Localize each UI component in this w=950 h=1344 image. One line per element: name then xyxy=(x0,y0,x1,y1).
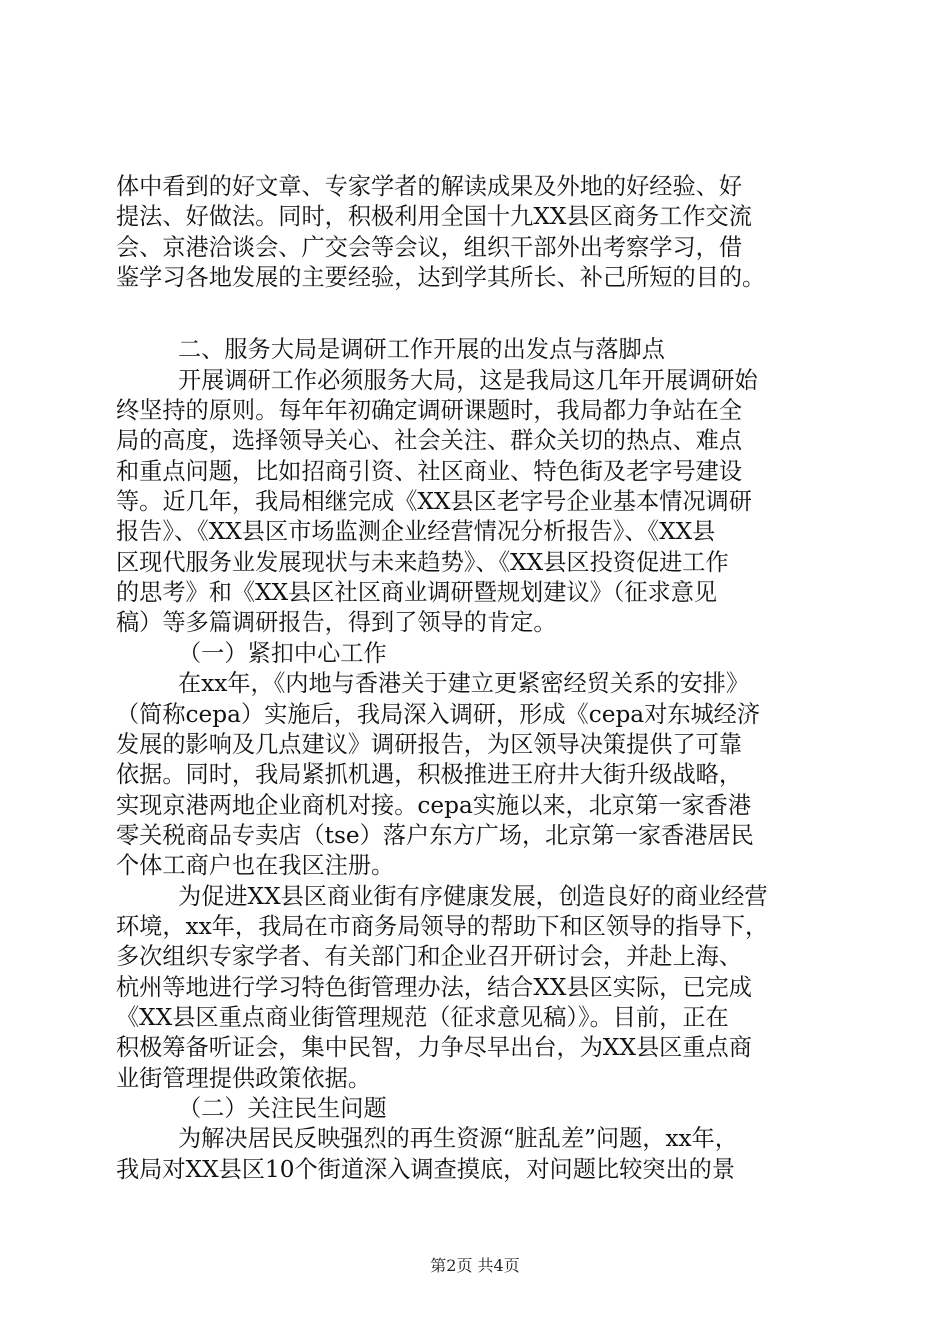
text-line: 稿）等多篇调研报告，得到了领导的肯定。 xyxy=(116,609,557,637)
document-body xyxy=(116,172,836,1185)
text-line: 环境，xx年，我局在市商务局领导的帮助下和区领导的指导下， xyxy=(116,912,769,940)
text-line: 依据。同时，我局紧抓机遇，积极推进王府井大街升级战略， xyxy=(116,761,743,789)
text-line: 鉴学习各地发展的主要经验，达到学其所长、补己所短的目的。 xyxy=(116,264,766,292)
text-line: 多次组织专家学者、有关部门和企业召开研讨会，并赴上海、 xyxy=(116,943,743,971)
text-line: 杭州等地进行学习特色街管理办法，结合XX县区实际，已完成 xyxy=(116,973,752,1001)
text-line: 我局对XX县区10个街道深入调查摸底，对问题比较突出的景 xyxy=(116,1155,736,1183)
page-footer: 第2页 共4页 xyxy=(430,1256,520,1275)
text-line: 终坚持的原则。每年年初确定调研课题时，我局都力争站在全 xyxy=(116,397,743,425)
text-line: 会、京港洽谈会、广交会等会议，组织干部外出考察学习，借 xyxy=(116,233,743,261)
text-line: 报告》、《XX县区市场监测企业经营情况分析报告》、《XX县 xyxy=(116,518,716,546)
text-line: 为促进XX县区商业街有序健康发展，创造良好的商业经营 xyxy=(178,882,768,910)
text-line: （简称cepa）实施后，我局深入调研，形成《cepa对东城经济 xyxy=(116,700,761,728)
text-line: 实现京港两地企业商机对接。cepa实施以来，北京第一家香港 xyxy=(116,791,752,819)
section-heading: 二、服务大局是调研工作开展的出发点与落脚点 xyxy=(178,336,665,364)
text-line: 业街管理提供政策依据。 xyxy=(116,1064,372,1092)
text-line: 为解决居民反映强烈的再生资源“脏乱差”问题，xx年， xyxy=(178,1125,738,1153)
subsection-heading: （二）关注民生问题 xyxy=(178,1094,387,1122)
text-line: 区现代服务业发展现状与未来趋势》、《XX县区投资促进工作 xyxy=(116,548,729,576)
text-line: 个体工商户也在我区注册。 xyxy=(116,852,395,880)
text-line: 等。近几年，我局相继完成《XX县区老字号企业基本情况调研 xyxy=(116,488,752,516)
subsection-heading: （一）紧扣中心工作 xyxy=(178,639,387,667)
text-line: 开展调研工作必须服务大局，这是我局这几年开展调研始 xyxy=(178,366,758,394)
paragraph-spacer xyxy=(116,293,836,335)
text-line: 《XX县区重点商业街管理规范（征求意见稿）》。目前，正在 xyxy=(116,1003,729,1031)
text-line: 的思考》和《XX县区社区商业调研暨规划建议》（征求意见 xyxy=(116,579,718,607)
text-line: 体中看到的好文章、专家学者的解读成果及外地的好经验、好 xyxy=(116,173,743,200)
text-line: 局的高度，选择领导关心、社会关注、群众关切的热点、难点 xyxy=(116,427,743,455)
text-line: 提法、好做法。同时，积极利用全国十九XX县区商务工作交流 xyxy=(116,203,752,231)
text-line: 在xx年，《内地与香港关于建立更紧密经贸关系的安排》 xyxy=(178,670,750,698)
text-line: 零关税商品专卖店（tse）落户东方广场，北京第一家香港居民 xyxy=(116,821,754,849)
text-line: 发展的影响及几点建议》调研报告，为区领导决策提供了可靠 xyxy=(116,730,743,758)
text-line: 和重点问题，比如招商引资、社区商业、特色街及老字号建设 xyxy=(116,457,743,485)
text-line: 积极筹备听证会，集中民智，力争尽早出台，为XX县区重点商 xyxy=(116,1034,752,1062)
